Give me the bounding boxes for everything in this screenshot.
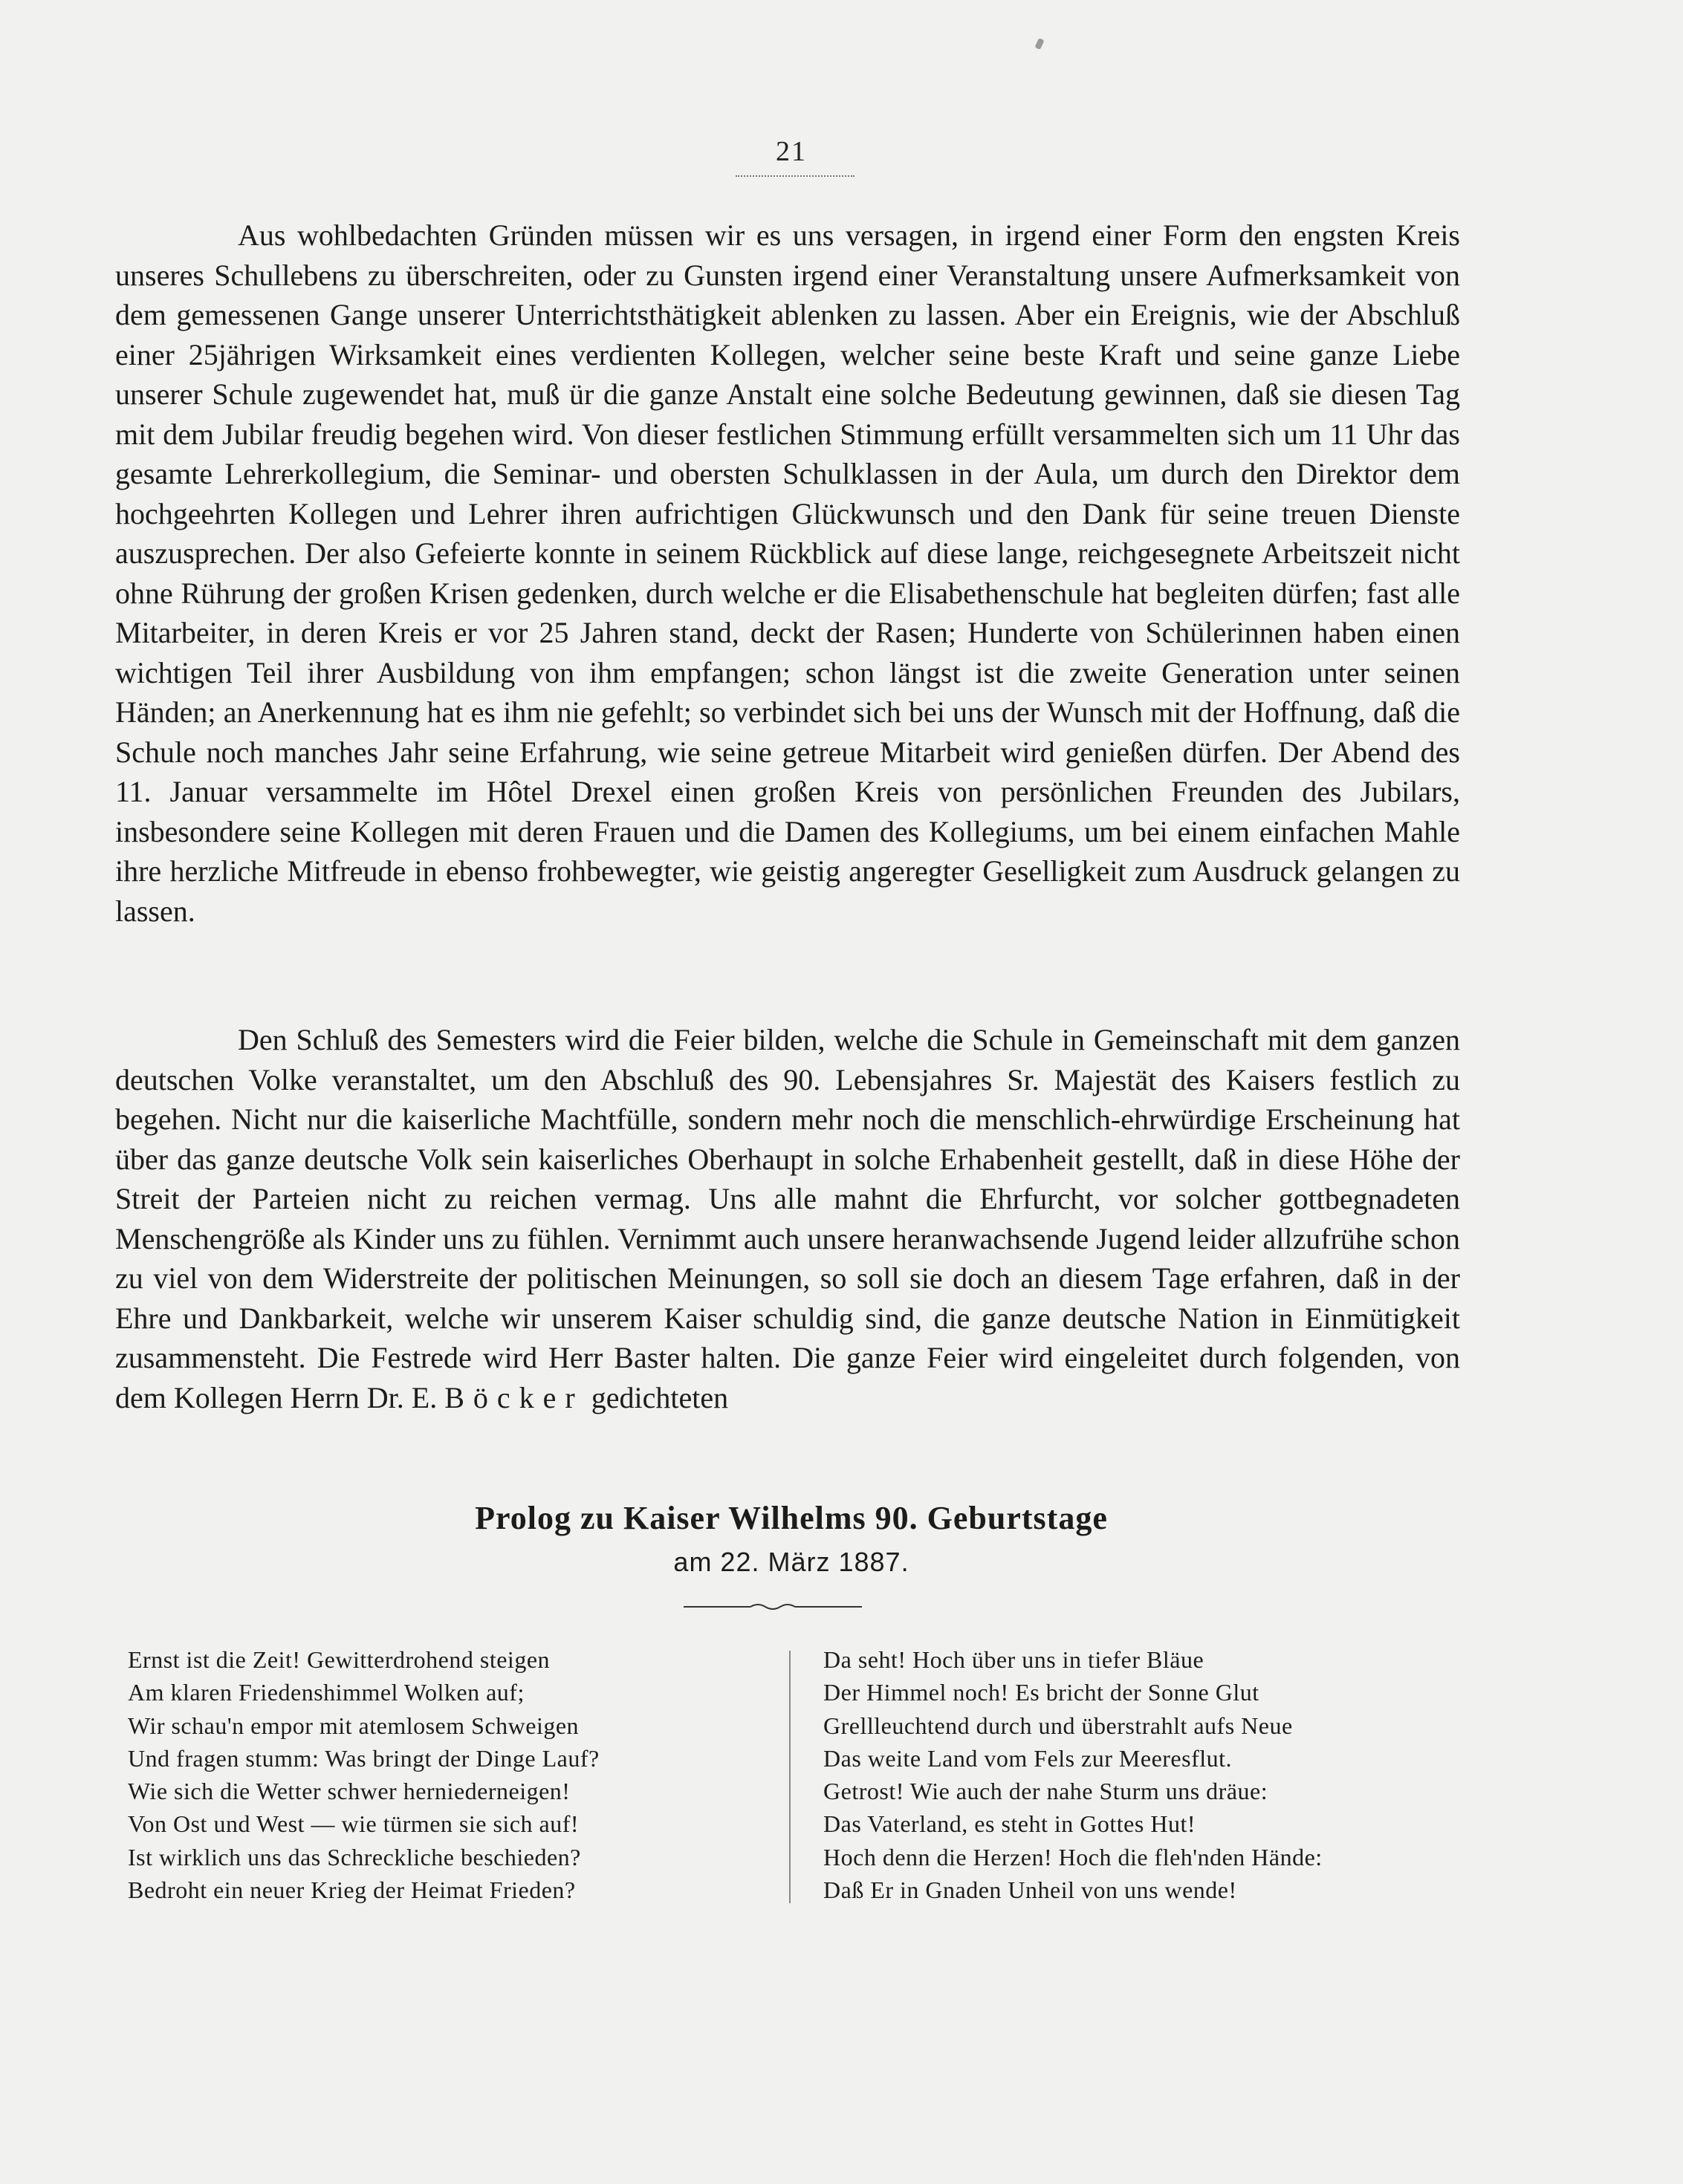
poem-line: Ist wirklich uns das Schreckliche beschieden?	[128, 1843, 581, 1871]
poem-line: Da seht! Hoch über uns in tiefer Bläue	[823, 1646, 1204, 1673]
paragraph-kaiser-text: Den Schluß des Semesters wird die Feier bilden, welche die Schule in Gemeinschaft mit dem ganzen deutschen Volke veranstaltet, um den Abschluß des 90. Lebensjahres Sr. Majestät des Kaisers festlich zu begehen. Nicht nur die kaiserliche Machtfülle, sondern mehr noch die menschlich-ehrwürdige Erscheinung hat über das ganze deutsche Volk sein kaiserliches Oberhaupt in solche Erhabenheit gestellt, daß in diese Höhe der Streit der Parteien nicht zu reichen vermag. Uns alle mahnt die Ehrfurcht, vor solcher gottbegnadeten Menschengröße als Kinder uns zu fühlen. Vernimmt auch unsere heranwachsende Jugend leider allzufrühe schon zu viel von dem Widerstreite der politischen Meinungen, so soll sie doch an diesem Tage erfahren, daß in der Ehre und Dankbarkeit, welche wir unserem Kaiser schuldig sind, die ganze deutsche Nation in Einmütigkeit zusammensteht. Die Festrede wird Herr Baster halten. Die ganze Feier wird eingeleitet durch folgenden, von dem Kollegen Herrn Dr. E.	[115, 1023, 1460, 1414]
paragraph-jubilee-text: Aus wohlbedachten Gründen müssen wir es uns versagen, in irgend einer Form den engsten Kreis unseres Schullebens zu überschreiten, oder zu Gunsten irgend einer Veranstaltung unsere Aufmerksamkeit von dem gemessenen Gange unserer Unterrichtsthätigkeit ablenken zu lassen. Aber ein Ereignis, wie der Abschluß einer 25jährigen Wirksamkeit eines verdienten Kollegen, welcher seine beste Kraft und seine ganze Liebe unserer Schule zugewendet hat, muß ür die ganze Anstalt eine solche Bedeutung gewinnen, daß sie diesen Tag mit dem Jubilar freudig begehen wird. Von dieser festlichen Stimmung erfüllt versammelten sich um 11 Uhr das gesamte Lehrerkollegium, die Seminar- und obersten Schulklassen in der Aula, um durch den Direktor dem hochgeehrten Kollegen und Lehrer ihren aufrichtigen Glückwunsch und den Dank für seine treuen Dienste auszusprechen. Der also Gefeierte konnte in seinem Rückblick auf diese lange, reichgesegnete Arbeitszeit nicht ohne Rührung der großen Krisen gedenken, durch welche er die Elisabethenschule hat begleiten dürfen; fast alle Mitarbeiter, in deren Kreis er vor 25 Jahren stand, deckt der Rasen; Hunderte von Schülerinnen haben einen wichtigen Teil ihrer Ausbildung von ihm empfangen; schon längst ist die zweite Generation unter seinen Händen; an Anerkennung hat es ihm nie gefehlt; so verbindet sich bei uns der Wunsch mit der Hoffnung, daß die Schule noch manches Jahr seine Erfahrung, wie seine getreue Mitarbeit wird genießen dürfen. Der Abend des 11. Januar versammelte im Hôtel Drexel einen großen Kreis von persönlichen Freunden des Jubilars, insbesondere seine Kollegen mit deren Frauen und die Damen des Kollegiums, um bei einem einfachen Mahle ihre herzliche Mitfreude in ebenso frohbewegter, wie geistig angeregter Geselligkeit zum Ausdruck gelangen zu lassen.	[115, 218, 1460, 928]
poem-line: Wie sich die Wetter schwer herniederneigen!	[128, 1778, 571, 1805]
poem-line: Und fragen stumm: Was bringt der Dinge Lauf?	[128, 1744, 600, 1772]
poem-line: Bedroht ein neuer Krieg der Heimat Frieden?	[128, 1876, 576, 1904]
poem-line: Wir schau'n empor mit atemlosem Schweigen	[128, 1712, 580, 1739]
poem-line: Das Vaterland, es steht in Gottes Hut!	[823, 1810, 1196, 1838]
poem-title: Prolog zu Kaiser Wilhelms 90. Geburtstage	[475, 1500, 1108, 1536]
poem-line: Daß Er in Gnaden Unheil von uns wende!	[823, 1876, 1237, 1904]
poem-line: Getrost! Wie auch der nahe Sturm uns dräue:	[823, 1778, 1268, 1805]
poem-line: Der Himmel noch! Es bricht der Sonne Glut	[823, 1679, 1259, 1706]
page-number: 21	[776, 136, 807, 167]
poem-line: Hoch denn die Herzen! Hoch die fleh'nden Hände:	[823, 1843, 1323, 1871]
paragraph-kaiser-celebration	[115, 1020, 1460, 1417]
poem-line: Am klaren Friedenshimmel Wolken auf;	[128, 1679, 525, 1706]
poem-line: Grellleuchtend durch und überstrahlt aufs Neue	[823, 1712, 1293, 1739]
poem-stanza-left	[128, 1643, 600, 1906]
stanza-divider	[789, 1651, 791, 1903]
poem-author-name: Böcker	[444, 1380, 584, 1414]
ornament-divider-icon	[684, 1602, 862, 1612]
poem-line: Ernst ist die Zeit! Gewitterdrohend steigen	[128, 1646, 551, 1673]
page-number-underline	[736, 175, 855, 177]
paper-speck	[1034, 38, 1044, 50]
paragraph-closing-word: gedichteten	[591, 1380, 729, 1414]
poem-line: Von Ost und West — wie türmen sie sich auf!	[128, 1810, 579, 1838]
poem-subtitle: am 22. März 1887.	[673, 1547, 909, 1577]
paragraph-jubilee	[115, 215, 1460, 931]
poem-line: Das weite Land vom Fels zur Meeresflut.	[823, 1744, 1233, 1772]
poem-stanza-right	[823, 1643, 1323, 1906]
